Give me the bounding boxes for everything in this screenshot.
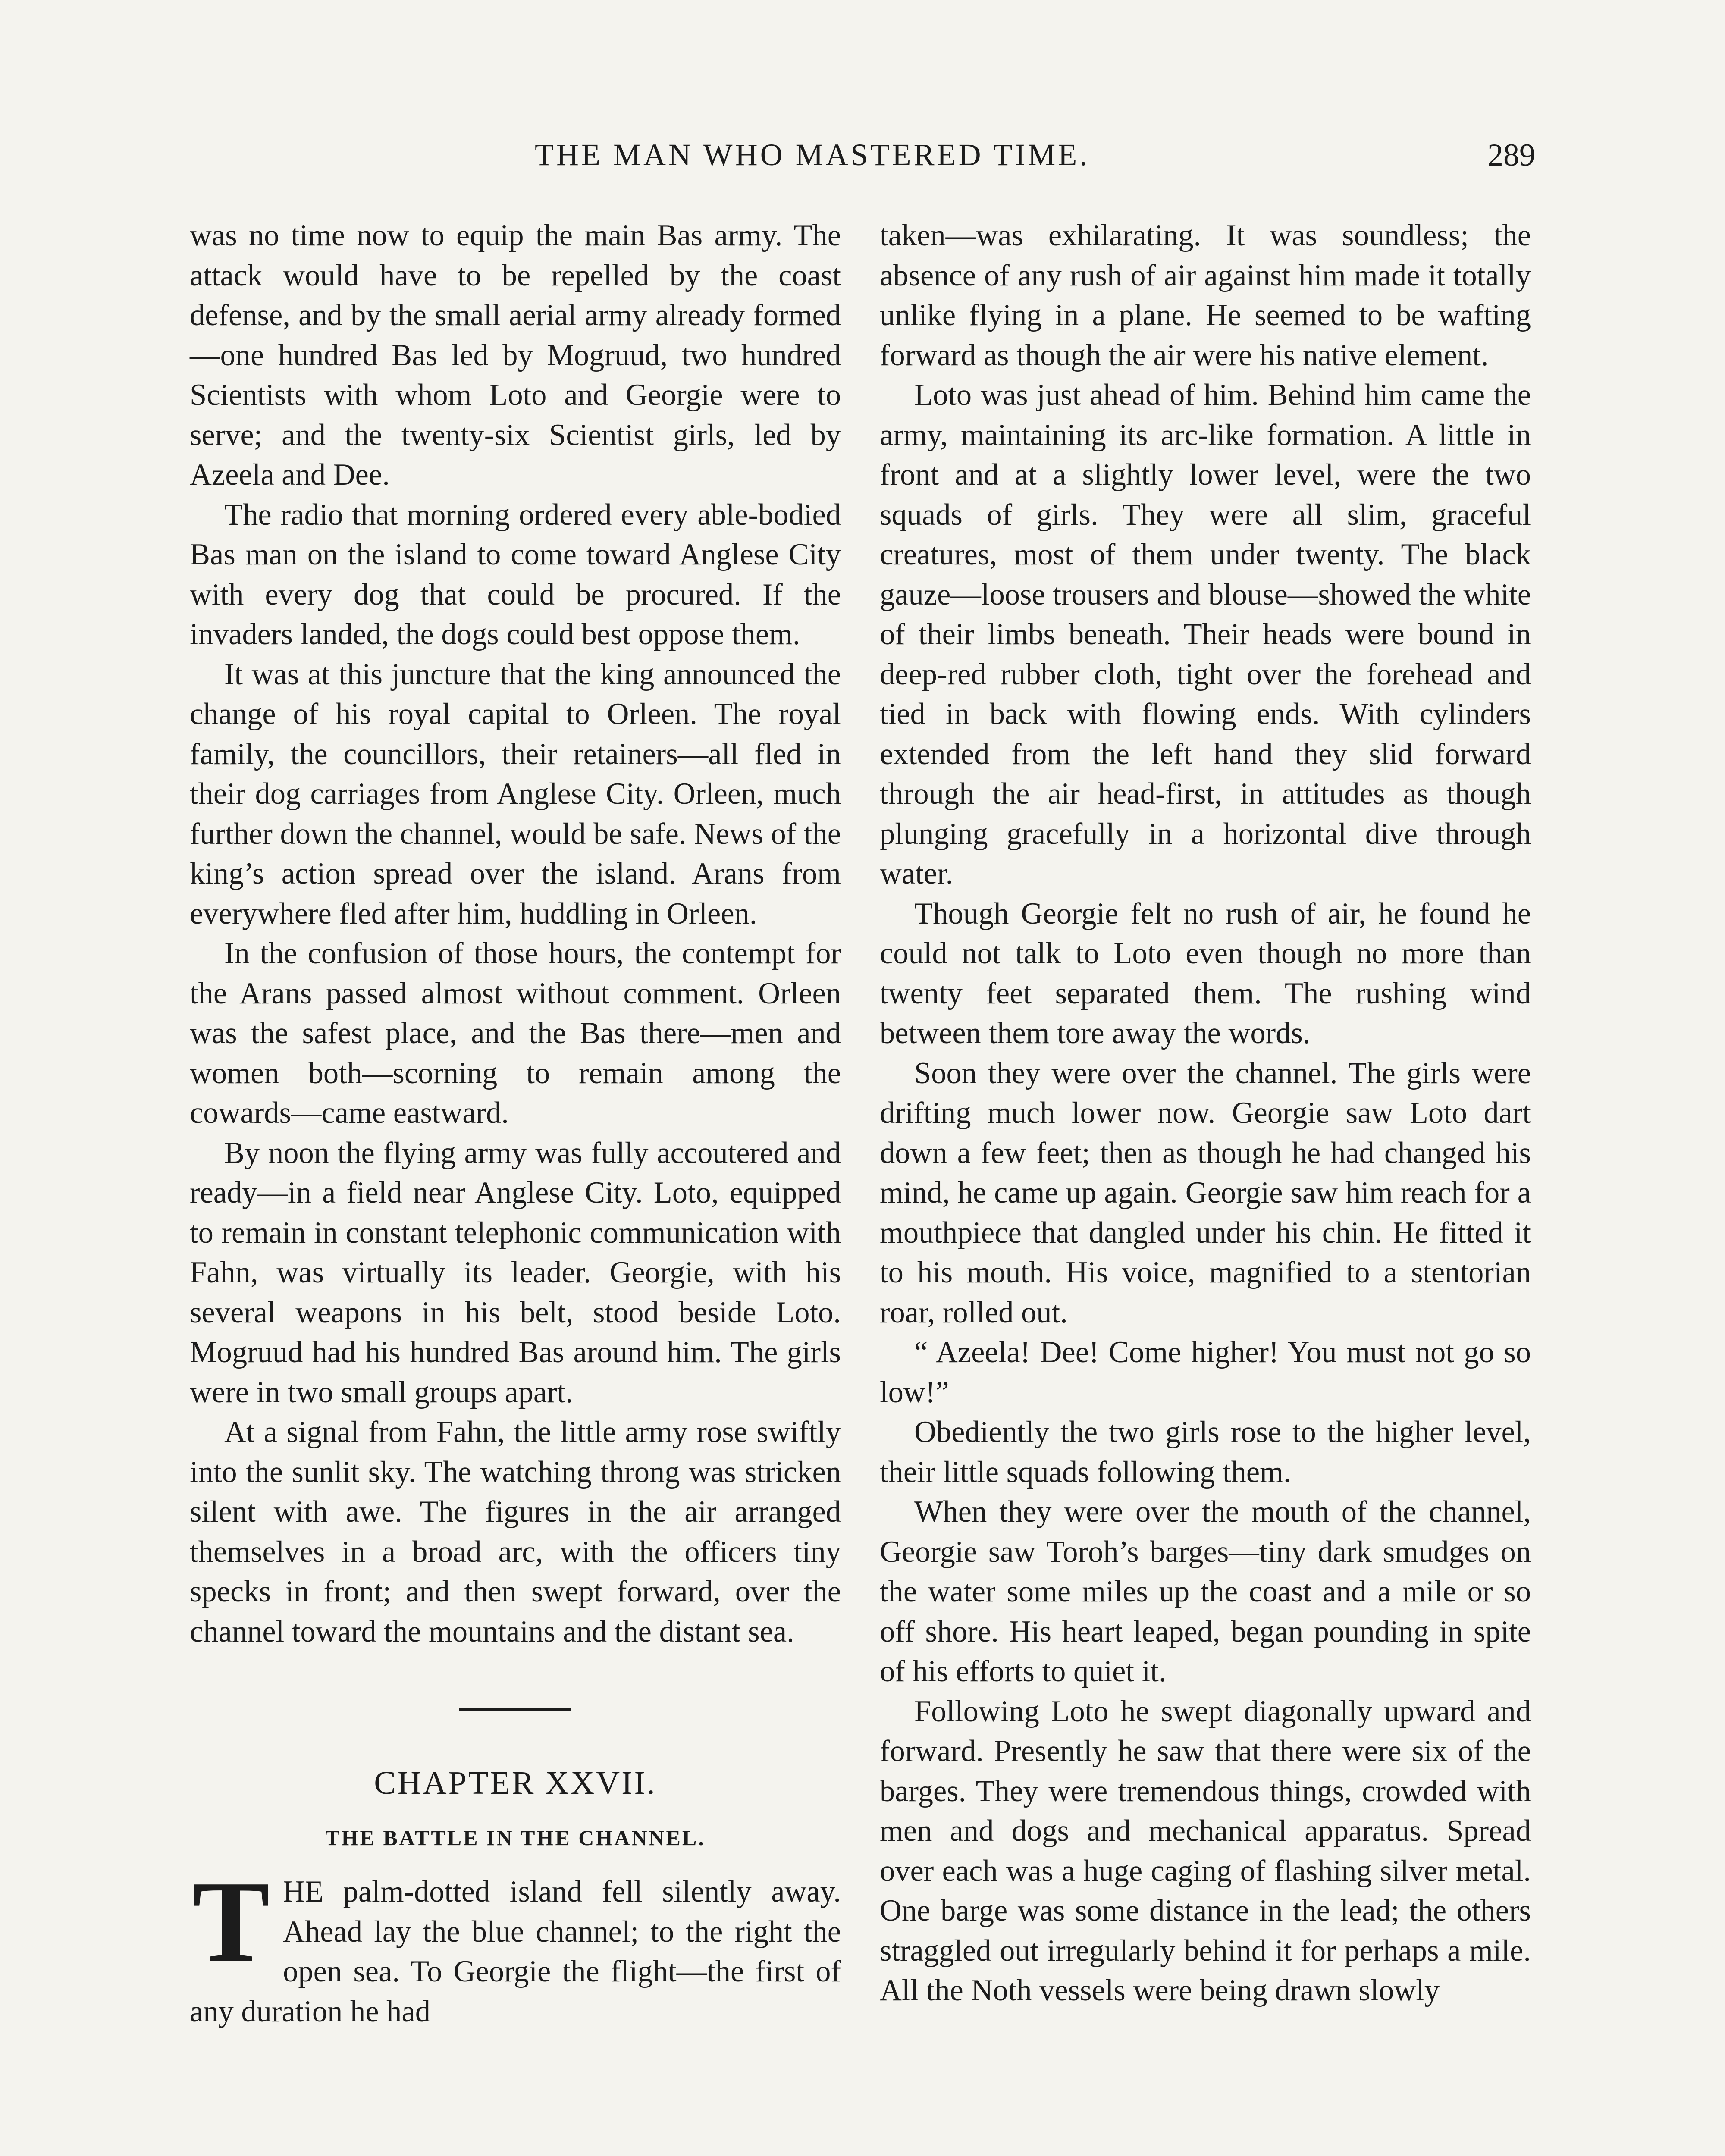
paragraph: taken—was exhilarating. It was soundless; the absence of any rush of air against him made it totally unlike flying in a plane. He seemed to be wafting forward as though the air were his native element. — [880, 219, 1531, 372]
paragraph: It was at this juncture that the king announced the change of his royal capital to Orleen. The royal family, the councillors, their retainers—all fled in their dog carriages from Anglese City. Orleen, much further down the channel, would be safe. News of the king’s action spread over the island. Arans from everywhere fled after him, huddling in Orleen. — [190, 657, 841, 931]
paragraph: Loto was just ahead of him. Behind him came the army, maintaining its arc-like formation. A little in front and at a slightly lower level, were the two squads of girls. They were all slim, graceful creatures, most of them under twenty. The black gauze—loose trousers and blouse—showed the white of their limbs beneath. Their heads were bound in deep-red rubber cloth, tight over the forehead and tied in back with flowing ends. With cylinders extended from the left hand they slid forward through the air head-first, in attitudes as though plunging gracefully in a horizontal dive through water. — [880, 378, 1531, 890]
chapter-title: CHAPTER XXVII. — [374, 1765, 657, 1801]
chapter-subtitle: THE BATTLE IN THE CHANNEL. — [325, 1826, 706, 1850]
drop-cap: T — [192, 1857, 270, 1986]
left-column — [190, 216, 841, 2031]
paragraph: Obediently the two girls rose to the higher level, their little squads following them. — [880, 1415, 1531, 1489]
paragraph: Soon they were over the channel. The girls were drifting much lower now. Georgie saw Loto dart down a few feet; then as though he had changed his mind, he came up again. Georgie saw him reach for a mouthpiece that dangled under his chin. He fitted it to his mouth. His voice, magnified to a stentorian roar, rolled out. — [880, 1056, 1531, 1329]
page-number: 289 — [1487, 138, 1535, 173]
paragraph: Though Georgie felt no rush of air, he found he could not talk to Loto even though no more than twenty feet separated them. The rushing wind between them tore away the words. — [880, 896, 1531, 1050]
running-title: THE MAN WHO MASTERED TIME. — [535, 138, 1090, 172]
running-head — [190, 137, 1535, 189]
paragraph: When they were over the mouth of the channel, Georgie saw Toroh’s barges—tiny dark smudges on the water some miles up the coast and a mile or so off shore. His heart leaped, began pounding in spite of his efforts to quiet it. — [880, 1495, 1531, 1688]
chapter-opening-text: HE palm-dotted island fell silently away. Ahead lay the blue channel; to the right the open sea. To Georgie the flight—the first of any duration he had — [190, 1875, 841, 2028]
paragraph: At a signal from Fahn, the little army rose swiftly into the sunlit sky. The watching throng was stricken silent with awe. The figures in the air arranged themselves in a broad arc, with the officers tiny specks in front; and then swept forward, over the channel toward the mountains and the distant sea. — [190, 1415, 841, 1648]
paragraph: In the confusion of those hours, the contempt for the Arans passed almost without comment. Orleen was the safest place, and the Bas there—men and women both—scorning to remain among the cowards—came eastward. — [190, 937, 841, 1130]
section-divider — [459, 1708, 571, 1711]
paragraph: was no time now to equip the main Bas army. The attack would have to be repelled by the coast defense, and by the small aerial army already formed—one hundred Bas led by Mogruud, two hundred Scientists with whom Loto and Georgie were to serve; and the twenty-six Scientist girls, led by Azeela and Dee. — [190, 219, 841, 492]
dialogue-paragraph: “ Azeela! Dee! Come higher! You must not go so low!” — [880, 1335, 1531, 1409]
right-column — [880, 216, 1531, 2011]
paragraph: The radio that morning ordered every able-bodied Bas man on the island to come toward Anglese City with every dog that could be procured. If the invaders landed, the dogs could best oppose them. — [190, 498, 841, 651]
paragraph: Following Loto he swept diagonally upward and forward. Presently he saw that there were six of the barges. They were tremendous things, crowded with men and dogs and mechanical apparatus. Spread over each was a huge caging of flashing silver metal. One barge was some distance in the lead; the others straggled out irregularly behind it for perhaps a mile. All the Noth vessels were being drawn slowly — [880, 1694, 1531, 2007]
paragraph: By noon the flying army was fully accoutered and ready—in a field near Anglese City. Loto, equipped to remain in constant telephonic communication with Fahn, was virtually its leader. Georgie, with his several weapons in his belt, stood beside Loto. Mogruud had his hundred Bas around him. The girls were in two small groups apart. — [190, 1136, 841, 1409]
chapter-opening-paragraph — [190, 1857, 841, 2031]
